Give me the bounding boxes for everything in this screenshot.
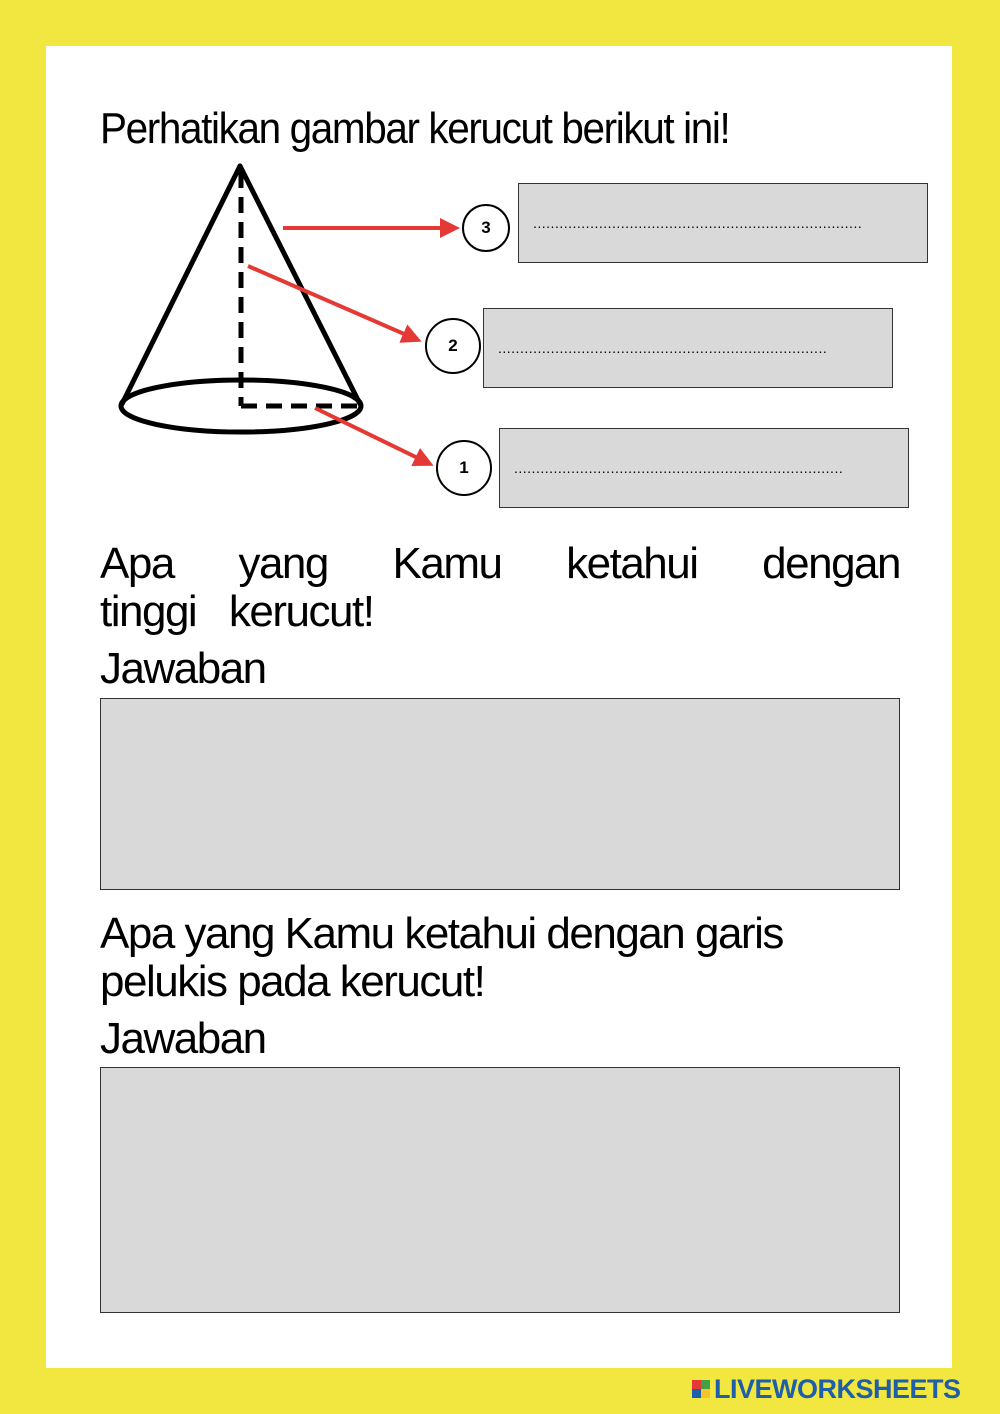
- label-input-2[interactable]: [483, 308, 893, 388]
- answer-label-1: Jawaban: [100, 644, 266, 693]
- label-placeholder-3: ...........................................................................: [533, 215, 863, 231]
- label-placeholder-2: ...........................................................................: [498, 340, 828, 356]
- question-1: Apa yang Kamu ketahui dengan tinggi kerucut!: [100, 539, 900, 636]
- label-number-1: 1: [436, 440, 492, 496]
- label-number-3: 3: [462, 204, 510, 252]
- label-placeholder-1: ...........................................................................: [514, 460, 844, 476]
- answer-box-2[interactable]: [100, 1067, 900, 1313]
- liveworksheets-logo: [692, 1374, 961, 1404]
- label-input-1[interactable]: [499, 428, 909, 508]
- brand-text: LIVEWORKSHEETS: [714, 1373, 961, 1404]
- label-input-3[interactable]: [518, 183, 928, 263]
- answer-label-2: Jawaban: [100, 1014, 266, 1063]
- answer-box-1[interactable]: [100, 698, 900, 890]
- page-title: Perhatikan gambar kerucut berikut ini!: [100, 104, 730, 153]
- label-number-2: 2: [425, 318, 481, 374]
- liveworksheets-icon: [692, 1380, 710, 1398]
- question-2: Apa yang Kamu ketahui dengan garis pelukis pada kerucut!: [100, 909, 783, 1006]
